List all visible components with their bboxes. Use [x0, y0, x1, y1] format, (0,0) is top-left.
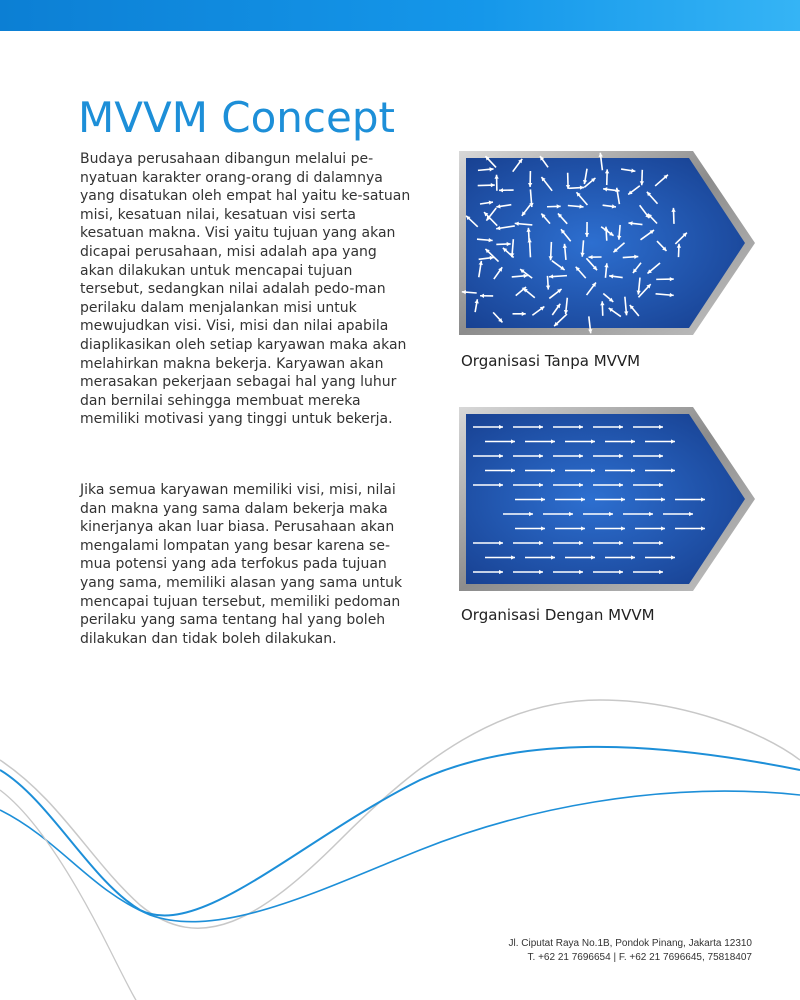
diagram-caption-with: Organisasi Dengan MVVM: [461, 606, 655, 624]
body-paragraph-1: Budaya perusahaan dibangun melalui pe-nyatuan karakter orang-orang di dalamnya yang disatukan oleh empat hal yaitu ke-satuan misi, kesatuan nilai, kesatuan visi serta kesatuan makna. Visi yaitu tujuan yang akan dicapai perusahaan, misi adalah apa yang akan dilakukan untuk mencapai tujuan tersebut, sedangkan nilai adalah pedo-man perilaku dalam menjalankan misi untuk mewujudkan visi. Visi, misi dan nilai apabila diaplikasikan oleh setiap karyawan maka akan melahirkan makna bekerja. Karyawan akan merasakan pekerjaan sebagai hal yang luhur dan bernilai sehingga membuat mereka memiliki motivasi yang tinggi untuk bekerja.: [80, 151, 411, 428]
diagram-without-mvvm: [459, 151, 755, 335]
body-paragraph-2: Jika semua karyawan memiliki visi, misi, nilai dan makna yang sama dalam bekerja maka kinerjanya akan luar biasa. Perusahaan akan mengalami lompatan yang besar karena se-mua potensi yang ada terfokus pada tujuan yang sama, memiliki alasan yang sama untuk mencapai tujuan tersebut, memiliki pedoman perilaku yang sama tentang hal yang boleh dilakukan dan tidak boleh dilakukan.: [80, 482, 403, 647]
page-title: MVVM Concept: [78, 93, 395, 142]
wave-blue-2: [0, 791, 800, 922]
diagram-with-mvvm: [459, 407, 755, 591]
diagram-caption-without: Organisasi Tanpa MVVM: [461, 352, 641, 370]
top-accent-bar: [0, 0, 800, 31]
wave-blue-1: [0, 747, 800, 916]
footer-contact: [509, 937, 752, 965]
wave-grey-2: [0, 790, 150, 1000]
footer-address: Jl. Ciputat Raya No.1B, Pondok Pinang, Jakarta 12310: [508, 938, 752, 949]
footer-phone: T. +62 21 7696654 | F. +62 21 7696645, 75818407: [527, 952, 752, 963]
